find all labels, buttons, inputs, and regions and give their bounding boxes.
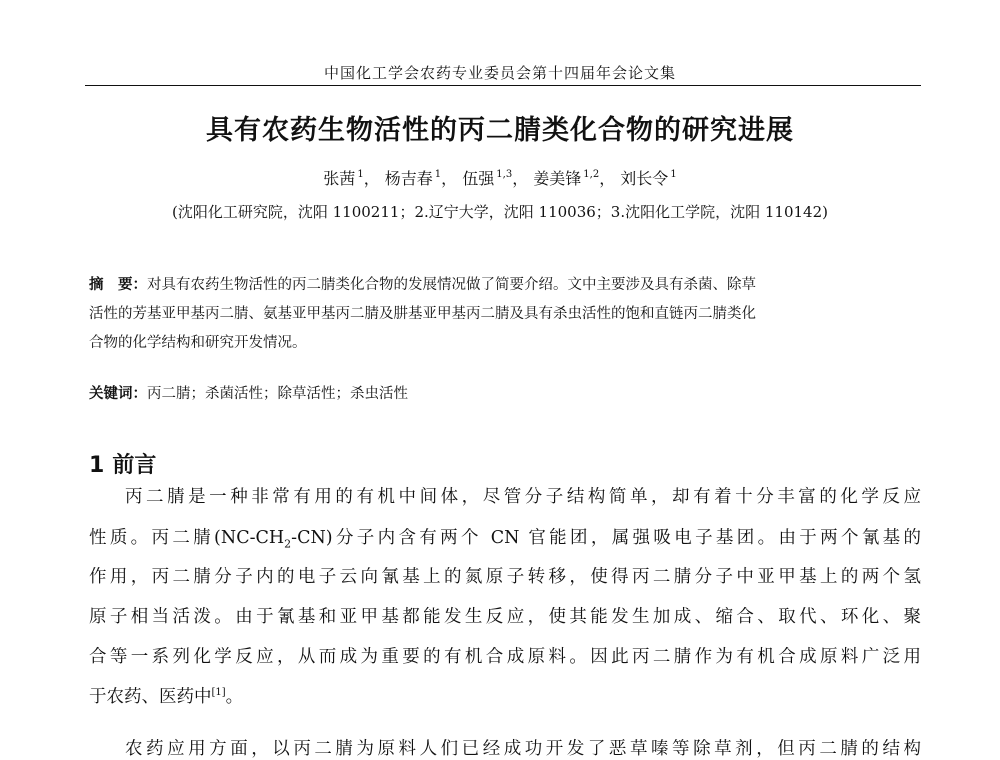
body-line-4: 原子相当活泼。由于氰基和亚甲基都能发生反应，使其能发生加成、缩合、取代、环化、聚 (89, 607, 921, 627)
author-name-1: 张茜 $^1$ (323, 169, 364, 188)
author-affil-2: 1 (434, 169, 442, 180)
header-rule (85, 85, 921, 86)
keywords-label: 关键词： (89, 385, 147, 402)
keywords-text: 丙二腈；杀菌活性；除草活性；杀虫活性 (147, 386, 408, 402)
body-line-3: 作用，丙二腈分子内的电子云向氰基上的氮原子转移，使得丙二腈分子中亚甲基上的两个氢 (89, 567, 921, 587)
body-line-2: 性质。丙二腈$(NC-CH_2-CN)$分子内含有两个 CN 官能团，属强吸电子基团。由于两个氰基的 (89, 528, 921, 551)
section-number: 1 (89, 453, 105, 478)
section-title: 前言 (112, 453, 157, 478)
body-line-7: 农药应用方面，以丙二腈为原料人们已经成功开发了恶草嗪等除草剂，但丙二腈的结构 (125, 739, 921, 759)
author-list: 张茜 $^1$， 杨吉春 $^1$， 伍强 $^{1,3}$， 姜美锋 $^{1,2}$， 刘长令 $^1$ (323, 169, 677, 188)
author-affil-5: 1 (670, 169, 677, 180)
author-name-3: 伍强 $^{1,3}$ (462, 169, 513, 188)
abstract-label: 摘 要： (89, 276, 147, 293)
abstract-line-2: 活性的芳基亚甲基丙二腈、氨基亚甲基丙二腈及肼基亚甲基丙二腈及具有杀虫活性的饱和直链丙二腈类化 (89, 306, 756, 322)
running-header: 中国化工学会农药专业委员会第十四届年会论文集 (323, 64, 676, 82)
body-line-1: 丙二腈是一种非常有用的有机中间体，尽管分子结构简单，却有着十分丰富的化学反应 (125, 487, 921, 507)
affiliations: (沈阳化工研究院，沈阳 1100211；2.辽宁大学，沈阳 110036；3.沈阳化工学院，沈阳 110142) (172, 203, 828, 221)
author-name-5: 刘长令 $^1$ (620, 169, 677, 188)
author-name-2: 杨吉春 $^1$ (384, 169, 442, 188)
author-affil-1: 1 (357, 169, 364, 180)
author-affil-3: 1,3 (496, 169, 513, 180)
abstract (89, 270, 921, 358)
keywords (89, 382, 921, 403)
citation-ref: [1] (211, 687, 226, 699)
author-name-4: 姜美锋 $^{1,2}$ (533, 169, 600, 188)
body-line-6: 于农药、医药中[1]。 (89, 687, 244, 707)
author-affil-4: 1,2 (583, 169, 600, 180)
paper-title: 具有农药生物活性的丙二腈类化合物的研究进展 (206, 115, 794, 146)
abstract-line-1: 对具有农药生物活性的丙二腈类化合物的发展情况做了简要介绍。文中主要涉及具有杀菌、除草 (147, 277, 756, 293)
section-heading (89, 448, 156, 479)
body-line-5: 合等一系列化学反应，从而成为重要的有机合成原料。因此丙二腈作为有机合成原料广泛用 (89, 647, 921, 667)
abstract-line-3: 合物的化学结构和研究开发情况。 (89, 335, 307, 351)
